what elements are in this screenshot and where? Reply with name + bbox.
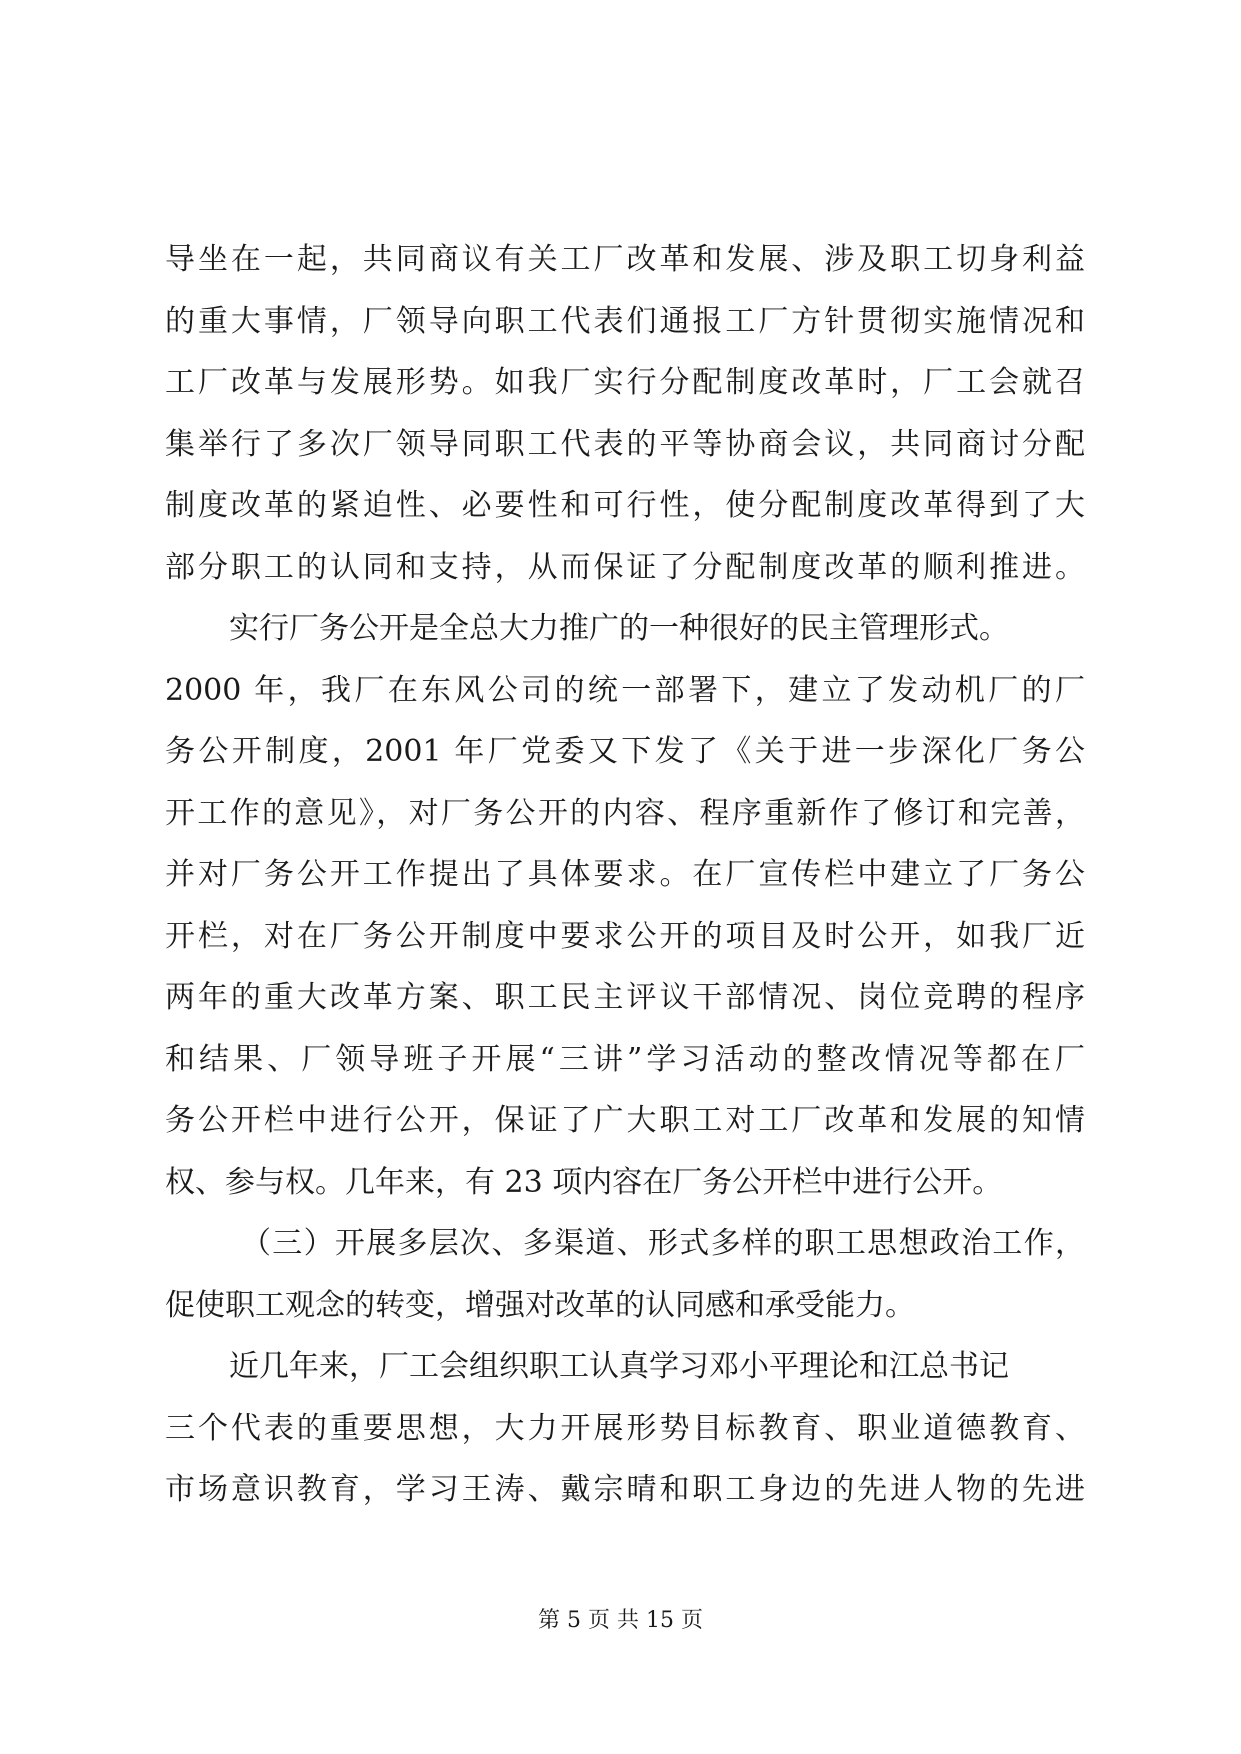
text-line: 2000 年，我厂在东风公司的统一部署下，建立了发动机厂的厂 [165,672,1085,708]
text-line: 市场意识教育，学习王涛、戴宗晴和职工身边的先进人物的先进 [165,1472,1085,1507]
text-line: 集举行了多次厂领导同职工代表的平等协商会议，共同商讨分配 [165,426,1085,462]
body-text [165,229,1085,1521]
text-line: 导坐在一起，共同商议有关工厂改革和发展、涉及职工切身利益 [165,242,1085,277]
text-line: 务公开制度，2001 年厂党委又下发了《关于进一步深化厂务公 [165,734,1085,769]
text-line: 部分职工的认同和支持，从而保证了分配制度改革的顺利推进。 [165,549,1085,585]
text-line: 两年的重大改革方案、职工民主评议干部情况、岗位竞聘的程序 [165,980,1085,1015]
text-line: 权、参与权。几年来，有 23 项内容在厂务公开栏中进行公开。 [165,1164,1003,1200]
text-line: 促使职工观念的转变，增强对改革的认同感和承受能力。 [165,1287,915,1323]
text-line: 工厂改革与发展形势。如我厂实行分配制度改革时，厂工会就召 [165,365,1085,400]
text-line: 的重大事情，厂领导向职工代表们通报工厂方针贯彻实施情况和 [165,303,1085,339]
text-line: 开工作的意见》，对厂务公开的内容、程序重新作了修订和完善， [165,795,1085,831]
text-line: 务公开栏中进行公开，保证了广大职工对工厂改革和发展的知情 [165,1103,1085,1138]
text-line: （三）开展多层次、多渠道、形式多样的职工思想政治工作， [241,1226,1085,1261]
text-line: 和结果、厂领导班子开展“三讲”学习活动的整改情况等都在厂 [165,1041,1085,1077]
text-line: 制度改革的紧迫性、必要性和可行性，使分配制度改革得到了大 [165,488,1085,523]
text-line: 并对厂务公开工作提出了具体要求。在厂宣传栏中建立了厂务公 [165,857,1085,892]
text-line: 三个代表的重要思想，大力开展形势目标教育、职业道德教育、 [165,1410,1085,1446]
text-line: 开栏，对在厂务公开制度中要求公开的项目及时公开，如我厂近 [165,918,1085,954]
text-line: 近几年来，厂工会组织职工认真学习邓小平理论和江总书记 [229,1349,1009,1384]
text-line: 实行厂务公开是全总大力推广的一种很好的民主管理形式。 [229,611,1009,646]
page-footer: 第 5 页 共 15 页 [538,1608,703,1633]
